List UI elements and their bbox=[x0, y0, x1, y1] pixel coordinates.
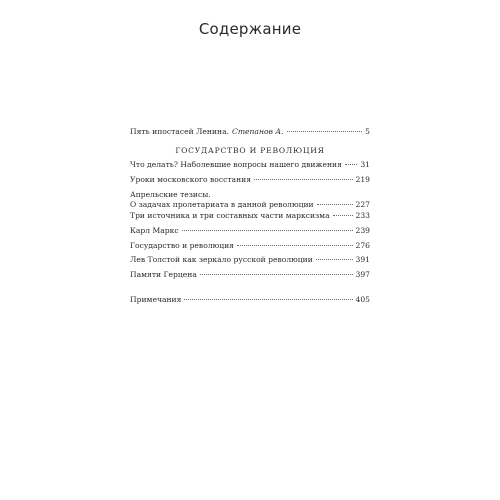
toc-entry-title: Памяти Герцена bbox=[130, 270, 197, 279]
toc-entry-title: Пять ипостасей Ленина. bbox=[130, 127, 230, 136]
toc-entry[interactable] bbox=[130, 175, 370, 185]
toc-entry-title: Три источника и три составных части марксизма bbox=[130, 211, 330, 220]
leader-dots bbox=[345, 164, 357, 165]
toc-entry-page: 5 bbox=[365, 127, 370, 136]
toc-entry-title: Что делать? Наболевшие вопросы нашего движения bbox=[130, 160, 342, 169]
section-heading: ГОСУДАРСТВО И РЕВОЛЮЦИЯ bbox=[175, 146, 325, 155]
toc-entry-title-line1: Апрельские тезисы. bbox=[130, 190, 211, 199]
page-title: Содержание bbox=[198, 20, 302, 38]
toc-entry-page: 391 bbox=[355, 255, 370, 264]
leader-dots bbox=[237, 245, 353, 246]
toc-entry-page: 405 bbox=[355, 295, 370, 304]
leader-dots bbox=[333, 215, 353, 216]
leader-dots bbox=[200, 274, 353, 275]
toc-entry-title: Карл Маркс bbox=[130, 226, 179, 235]
toc-entry[interactable] bbox=[130, 270, 370, 280]
toc-entry-page: 233 bbox=[355, 211, 370, 220]
leader-dots bbox=[317, 204, 353, 205]
toc-entry-title: Примечания bbox=[130, 295, 182, 304]
toc-entry-title: Лев Толстой как зеркало русской революции bbox=[130, 255, 313, 264]
toc-entry[interactable] bbox=[130, 241, 370, 251]
leader-dots bbox=[184, 299, 352, 300]
leader-dots bbox=[254, 179, 353, 180]
toc-entry-title: Государство и революция bbox=[130, 241, 234, 250]
toc-entry-intro[interactable] bbox=[130, 127, 370, 137]
toc-entry-page: 239 bbox=[355, 226, 370, 235]
leader-dots bbox=[287, 131, 363, 132]
toc-entry[interactable] bbox=[130, 255, 370, 265]
toc-entry-author: Степанов А. bbox=[232, 127, 284, 136]
leader-dots bbox=[316, 259, 353, 260]
leader-dots bbox=[182, 230, 353, 231]
toc-entry[interactable] bbox=[130, 160, 370, 170]
toc-entry[interactable] bbox=[130, 226, 370, 236]
toc-entry-title: О задачах пролетариата в данной революции bbox=[130, 200, 314, 209]
toc-entry-page: 31 bbox=[360, 160, 370, 169]
toc-entry-page: 397 bbox=[355, 270, 370, 279]
toc-entry-page: 227 bbox=[355, 200, 370, 209]
toc-entry-notes[interactable] bbox=[130, 295, 370, 305]
toc-entry[interactable] bbox=[130, 211, 370, 221]
toc-entry[interactable] bbox=[130, 190, 370, 210]
toc-entry-page: 276 bbox=[355, 241, 370, 250]
toc-entry-page: 219 bbox=[355, 175, 370, 184]
toc-entry-title: Уроки московского восстания bbox=[130, 175, 251, 184]
